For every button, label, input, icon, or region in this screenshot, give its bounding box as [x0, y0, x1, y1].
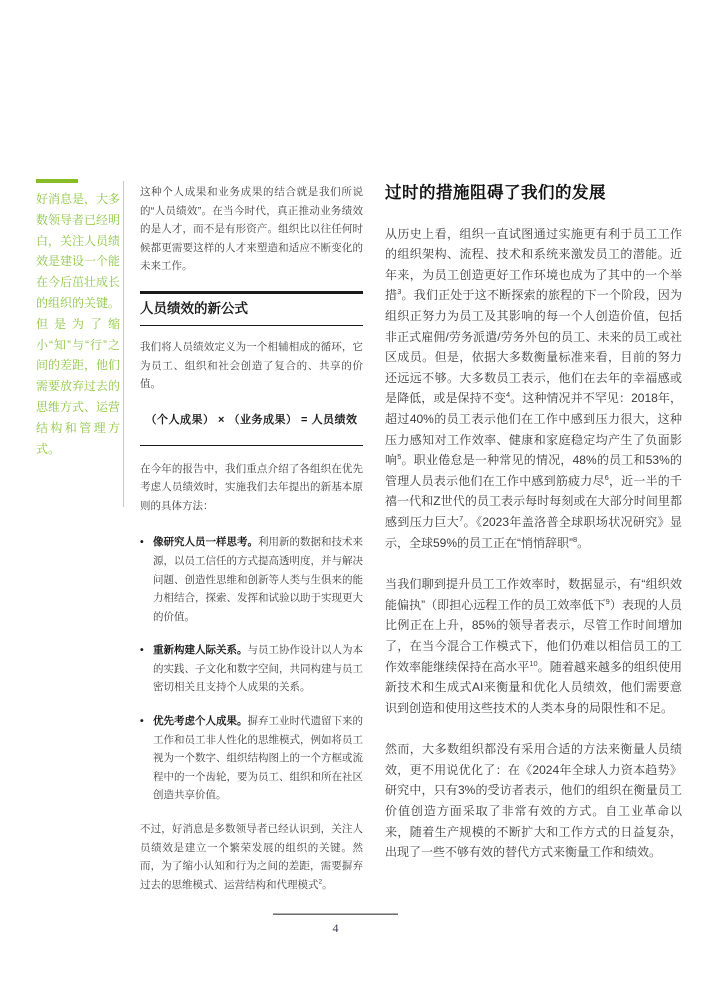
right-column [385, 183, 682, 884]
methods-intro-paragraph: 在今年的报告中，我们重点介绍了各组织在优先考虑人员绩效时，实施我们去年提出的新基本原则的具体方法： [140, 462, 363, 512]
intro-paragraph: 这种个人成果和业务成果的结合就是我们所说的“人员绩效”。在当今时代，真正推动业务绩效的是人才，而不是有形资产。组织比以往任何时候都更需要这样的人才来塑造和适应不断变化的未来工作。 [140, 186, 363, 273]
body-paragraph: 当我们聊到提升员工工作效率时，数据显示，有“组织效能偏执”（即担心远程工作的员工效率低下$^9$）表现的人员比例正在上升，85%的领导者表示，尽管工作时间增加了，在当今混合工作模式下，他们仍难以相信员工的工作效率能继续保持在高水平$^{10}$。随着越来越多的组织使用新技术和生成式AI来衡量和优化人员绩效，他们需要意识到创造和使用这些技术的人类本身的局限性和不足。 [385, 577, 682, 715]
list-item-rebuild-relationships [140, 641, 363, 697]
definition-paragraph: 我们将人员绩效定义为一个相辅相成的循环，它为员工、组织和社会创造了复合的、共享的价值。 [140, 341, 363, 391]
footer-rule [273, 913, 398, 915]
bullet-body: 与员工协作设计以人为本的实践、子文化和数字空间，共同构建与员工密切相关且支持个人成果的关系。 [153, 644, 363, 694]
people-performance-formula: （个人成果） × （业务成果） = 人员绩效 [145, 413, 358, 426]
principles-list [140, 533, 363, 805]
section-title: 过时的措施阻碍了我们的发展 [385, 184, 606, 202]
body-paragraph: 从历史上看，组织一直试图通过实施更有利于员工工作的组织架构、流程、技术和系统来激发员工的潜能。近年来，为员工创造更好工作环境也成为了其中的一个举措$^3$。我们正处于这不断探索的旅程的下一个阶段，因为组织正努力为员工及其影响的每一个人创造价值，包括非正式雇佣/劳务派遣/劳务外包的员工、未来的员工或社区成员。但是，依据大多数衡量标准来看，目前的努力还远远不够。大多数员工表示，他们在去年的幸福感或是降低，或是保持不变$^4$。这种情况并不罕见：2018年，超过40%的员工表示他们在工作中感到压力很大，这种压力感知对工作效率、健康和家庭稳定均产生了负面影响$^5$。职业倦怠是一种常见的情况，48%的员工和53%的管理人员表示他们在工作中感到筋疲力尽$^6$，近一半的千禧一代和Z世代的员工表示每时每刻或在大部分时间里都感到压力巨大$^7$。《2023年盖洛普全球职场状况研究》显示，全球59%的员工正在“悄悄辞职”$^8$。 [385, 226, 682, 550]
bullet-lead: 重新构建人际关系。 [153, 644, 248, 657]
bullet-body: 利用新的数据和技术来源，以员工信任的方式提高透明度，并与解决问题、创造性思维和创新等人类与生俱来的能力相结合，探索、发挥和试验以助于实现更大的价值。 [153, 536, 363, 623]
pull-quote-sidebar [36, 179, 120, 459]
middle-column [140, 183, 363, 907]
bullet-lead: 像研究人员一样思考。 [153, 536, 258, 549]
green-accent-bar [36, 179, 78, 183]
page-number: 4 [332, 921, 339, 935]
list-item-prioritize-human-outcomes [140, 712, 363, 805]
body-paragraph: 然而，大多数组织都没有采用合适的方法来衡量人员绩效，更不用说优化了：在《2024年全球人力资本趋势》研究中，只有3%的受访者表示，他们的组织在衡量员工价值创造方面采取了非常有效的方式。自工业革命以来，随着生产规模的不断扩大和工作方式的日益复杂，出现了一些不够有效的替代方式来衡量工作和绩效。 [385, 742, 682, 860]
bullet-body: 摒弃工业时代遗留下来的工作和员工非人性化的思维模式，例如将员工视为一个数字、组织结构图上的一个方框或流程中的一个齿轮，要为员工、组织和所在社区创造共享价值。 [153, 715, 363, 802]
formula-divider [140, 445, 363, 446]
section-heading: 人员绩效的新公式 [140, 291, 363, 326]
bullet-lead: 优先考虑个人成果。 [153, 715, 248, 728]
closing-paragraph: 不过，好消息是多数领导者已经认识到，关注人员绩效是建立一个繁荣发展的组织的关键。然而，为了缩小认知和行为之间的差距，需要摒弃过去的思维模式、运营结构和代理模式$^2$。 [140, 823, 363, 891]
column-divider [123, 181, 124, 507]
pull-quote-text: 好消息是，大多数领导者已经明白，关注人员绩效是建设一个能在今后茁壮成长的组织的关键。但是为了缩小“知”与“行”之间的差距，他们需要放弃过去的思维方式、运营结构和管理方式。 [36, 192, 121, 456]
list-item-think-like-researcher [140, 533, 363, 626]
